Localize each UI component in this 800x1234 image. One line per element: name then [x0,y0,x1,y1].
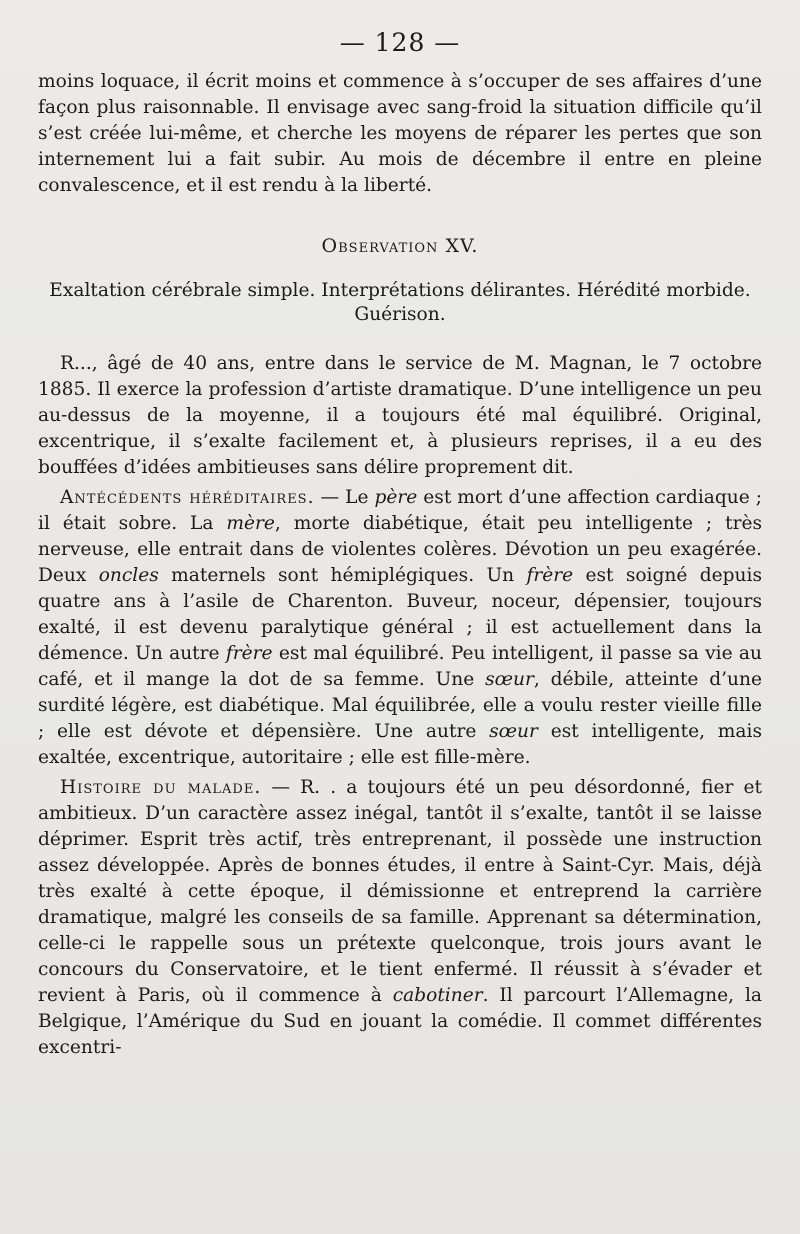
emphasis-soeur-2: sœur [489,721,538,742]
text-run: , morte diabétique, était peu intelligente ; très nerveuse, elle entrait dans de violentes colères. Dévotion un peu exagérée. Deux [38,513,763,586]
emphasis-mere: mère [226,513,275,534]
section-heading-hereditary: Antécédents héréditaires. [60,487,315,508]
page-number: — 128 — [339,28,461,57]
section-heading-history: Histoire du malade. [60,777,262,798]
paragraph-case-intro: R..., âgé de 40 ans, entre dans le service de M. Magnan, le 7 octobre 1885. Il exerce la profession d’artiste dramatique. D’une intelligence un peu au-dessus de la moyenne, il a toujours été mal équilibré. Original, excentrique, il s’exalte facilement et, à plusieurs reprises, il a eu des bouffées d’idées ambitieuses sans délire proprement dit. [38,353,762,478]
subtitle-line-2: Guérison. [354,304,446,325]
text-run: — R. . a toujours été un peu désordonné, fier et ambitieux. D’un caractère assez inégal, tantôt il s’exalte, tantôt il se laisse déprimer. Esprit très actif, très entreprenant, il possède une instruction assez développée. Après de bonnes études, il entre à Saint-Cyr. Mais, déjà très exalté à cette époque, il démissionne et entreprend la carrière dramatique, malgré les conseils de sa famille. Apprenant sa détermination, celle-ci le rappelle sous un prétexte quelconque, trois jours avant le concours du Conservatoire, et le tient enfermé. Il réussit à s’évader et revient à Paris, où il commence à [38,777,762,1006]
subtitle-line-1: Exaltation cérébrale simple. Interprétations délirantes. Hérédité morbide. [49,280,751,301]
emphasis-cabotiner: cabotiner [392,985,483,1006]
emphasis-frere-2: frère [225,643,273,664]
paragraph-continuation: moins loquace, il écrit moins et commence à s’occuper de ses affaires d’une façon plus raisonnable. Il envisage avec sang-froid la situation difficile qu’il s’est créée lui-même, et cherche les moyens de réparer les pertes que son internement lui a fait subir. Au mois de décembre il entre en pleine convalescence, et il est rendu à la liberté. [38,71,762,196]
emphasis-soeur: sœur [485,669,534,690]
emphasis-oncles: oncles [98,565,159,586]
observation-subtitle [38,279,762,327]
text-run: , débile, atteinte d’une surdité légère, est diabétique. Mal équilibrée, elle a voulu rester vieille fille ; elle est dévote et dépensière. Une autre [38,669,762,742]
text-run: . Il parcourt l’Allemagne, la Belgique, l’Amérique du Sud en jouant la comédie. Il commet différentes excentri- [38,985,762,1058]
observation-title: Observation XV. [321,235,479,257]
text-run: maternels sont hémiplégiques. Un [158,565,527,586]
paragraph-history [38,775,762,1061]
text-run: est mort d’une affection cardiaque ; il était sobre. La [38,487,763,534]
text-run: est mal équilibré. Peu intelligent, il passe sa vie au café, et il mange la dot de sa femme. Une [38,643,762,690]
emphasis-pere: père [374,487,418,508]
text-run: est soigné depuis quatre ans à l’asile de Charenton. Buveur, noceur, dépensier, toujours exalté, il est devenu paralytique général ; il est actuellement dans la démence. Un autre [38,565,762,664]
text-run: — Le [314,487,375,508]
emphasis-frere: frère [526,565,574,586]
text-run: est intelligente, mais exaltée, excentrique, autoritaire ; elle est fille-mère. [38,721,762,768]
paragraph-hereditary [38,485,762,771]
